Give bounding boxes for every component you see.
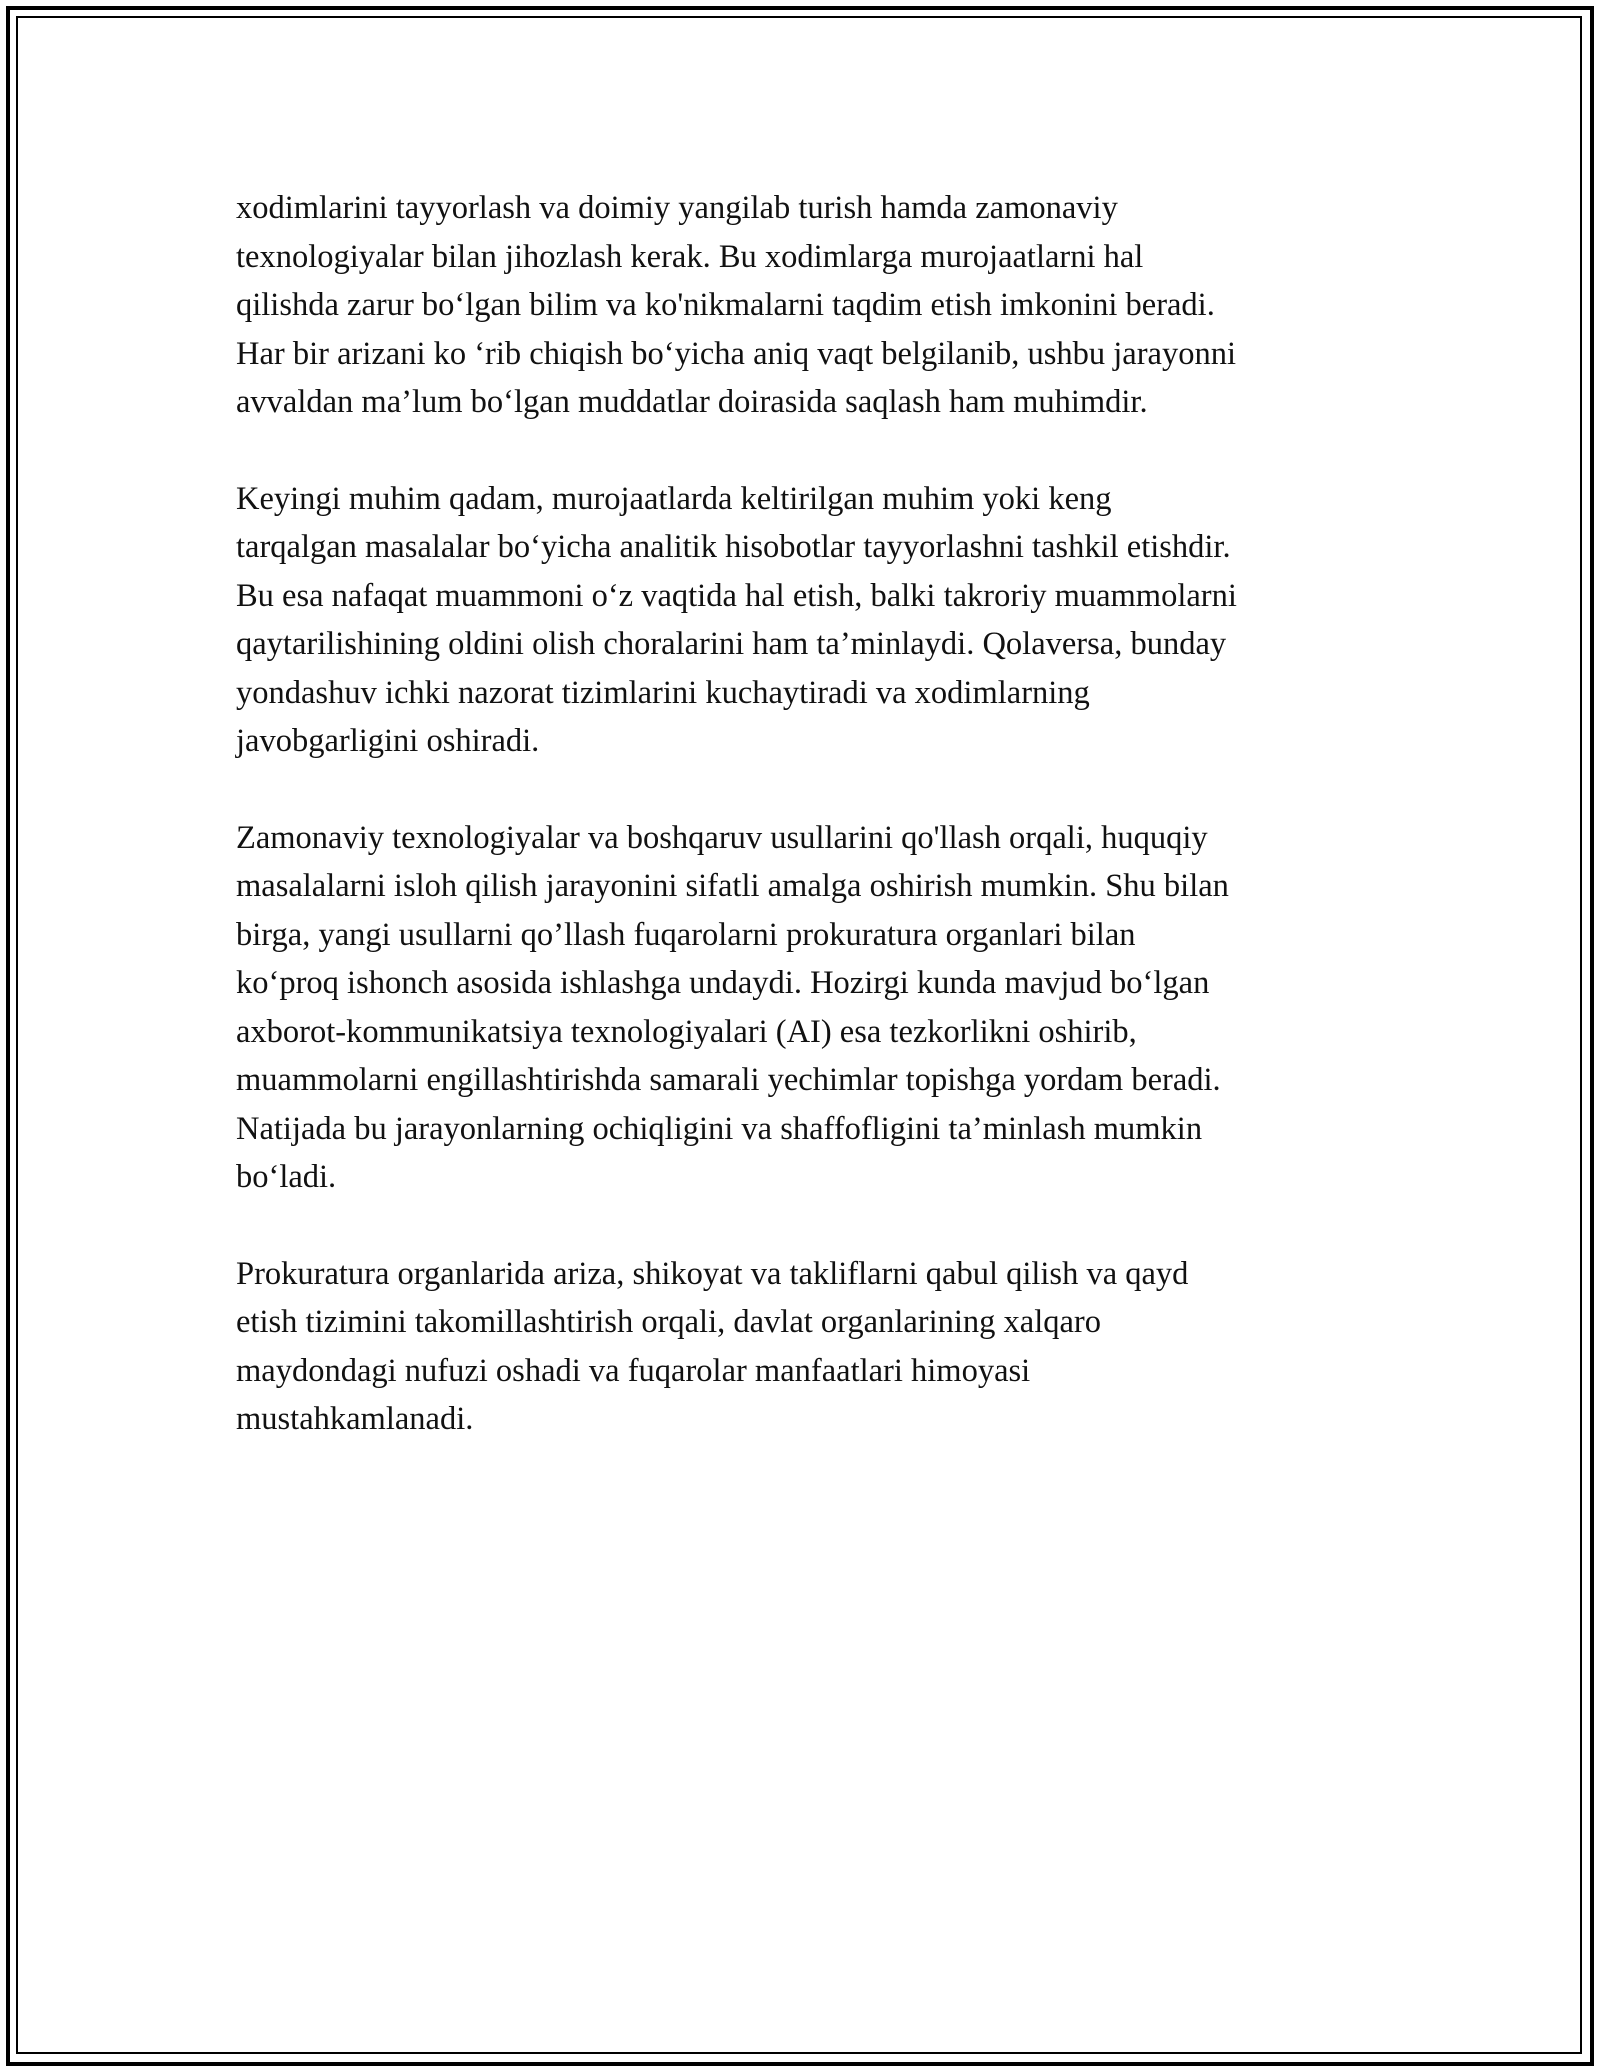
- document-body: [236, 184, 1386, 1444]
- paragraph-analytic-reports: Keyingi muhim qadam, murojaatlarda keltirilgan muhim yoki keng tarqalgan masalalar bo‘yicha analitik hisobotlar tayyorlashni tashkil etishdir. Bu esa nafaqat muammoni o‘z vaqtida hal etish, balki takroriy muammolarni qaytarilishining oldini olish choralarini ham ta’minlaydi. Qolaversa, bunday yondashuv ichki nazorat tizimlarini kuchaytiradi va xodimlarning javobgarligini oshiradi.: [236, 480, 1237, 759]
- paragraph-training-staff: xodimlarini tayyorlash va doimiy yangilab turish hamda zamonaviy texnologiyalar bilan jihozlash kerak. Bu xodimlarga murojaatlarni hal qilishda zarur bo‘lgan bilim va ko'nikmalarni taqdim etish imkonini beradi. Har bir arizani ko ‘rib chiqish bo‘yicha aniq vaqt belgilanib, ushbu jarayonni avvaldan ma’lum bo‘lgan muddatlar doirasida saqlash ham muhimdir.: [236, 190, 1236, 420]
- paragraph-conclusion: Prokuratura organlarida ariza, shikoyat va takliflarni qabul qilish va qayd etish tizimini takomillashtirish orqali, davlat organlarining xalqaro maydondagi nufuzi oshadi va fuqarolar manfaatlari himoyasi mustahkamlanadi.: [236, 1255, 1189, 1437]
- paragraph-modern-technologies: Zamonaviy texnologiyalar va boshqaruv usullarini qo'llash orqali, huquqiy masalalarni isloh qilish jarayonini sifatli amalga oshirish mumkin. Shu bilan birga, yangi usullarni qo’llash fuqarolarni prokuratura organlari bilan ko‘proq ishonch asosida ishlashga undaydi. Hozirgi kunda mavjud bo‘lgan axborot-kommunikatsiya texnologiyalari (AI) esa tezkorlikni oshirib, muammolarni engillashtirishda samarali yechimlar topishga yordam beradi. Natijada bu jarayonlarning ochiqligini va shaffofligini ta’minlash mumkin bo‘ladi.: [236, 819, 1229, 1195]
